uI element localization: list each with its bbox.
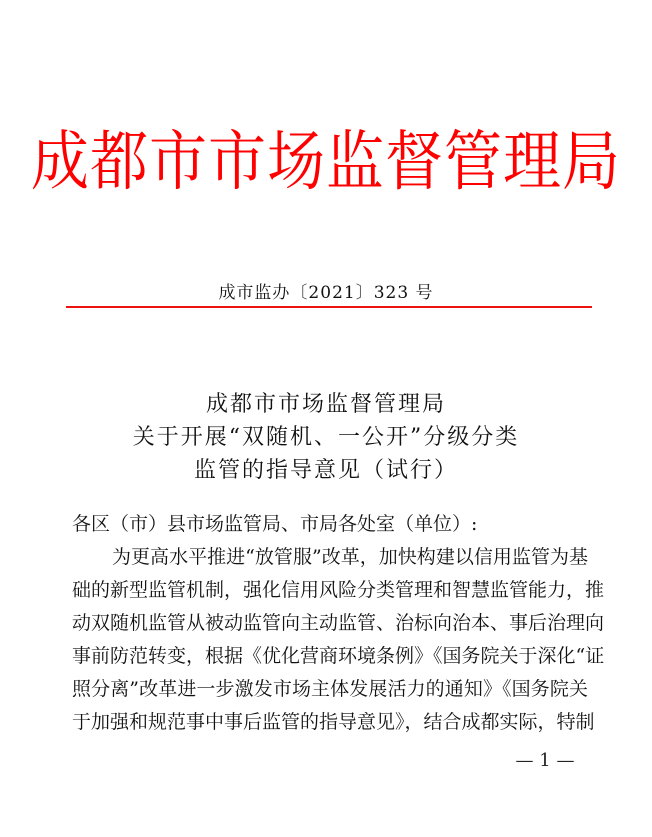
document-title — [0, 388, 652, 487]
salutation: 各区（市）县市场监管局、市局各处室（单位）: — [72, 513, 478, 535]
paragraph-line: 础的新型监管机制，强化信用风险分类管理和智慧监管能力，推 — [72, 579, 605, 601]
red-divider-line — [66, 306, 592, 308]
paragraph-line: 照分离”改革进一步激发市场主体发展活力的通知》《国务院关 — [72, 678, 588, 700]
document-number: 成市监办〔2021〕323 号 — [218, 283, 434, 303]
title-line-2: 关于开展“双随机、一公开”分级分类 — [132, 425, 520, 450]
paragraph-line: 于加强和规范事中事后监管的指导意见》，结合成都实际，特制 — [72, 711, 595, 733]
paragraph-line: 事前防范转变，根据《优化营商环境条例》《国务院关于深化“证 — [72, 645, 605, 667]
paragraph-line: 为更高水平推进“放管服”改革，加快构建以信用监管为基 — [112, 546, 588, 568]
title-line-1: 成都市市场监督管理局 — [205, 392, 446, 417]
masthead-title: 成都市市场监督管理局 — [30, 122, 621, 200]
paragraph-line: 动双随机监管从被动监管向主动监管、治标向治本、事后治理向 — [72, 612, 605, 634]
title-line-3: 监管的指导意见（试行） — [193, 458, 458, 483]
page-number: — 1 — — [515, 750, 575, 771]
document-body — [72, 508, 605, 739]
